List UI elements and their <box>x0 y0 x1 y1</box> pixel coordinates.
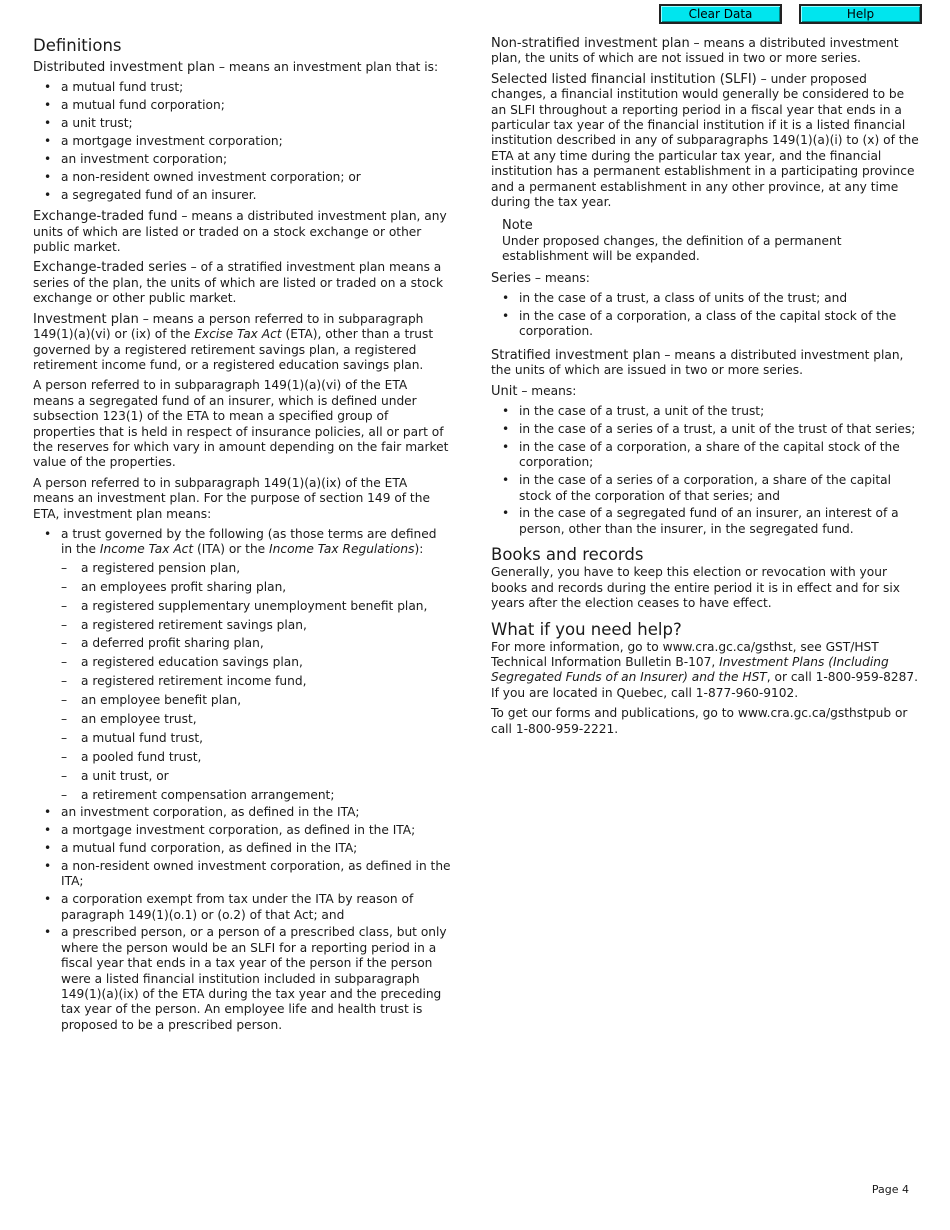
etf-def: – means a distributed investment plan, any units of which are listed or traded on a stock exchange or other public market. <box>33 209 447 255</box>
ip-term: Investment plan <box>33 311 139 327</box>
list-item-trust <box>33 527 451 803</box>
nsip-term: Non-stratified investment plan <box>491 36 690 51</box>
investment-plan-list <box>33 527 451 803</box>
list-item: • in the case of a series of a trust, a unit of the trust of that series; <box>491 422 919 437</box>
unit-def: – means: <box>517 383 577 398</box>
sub-list-item: – a registered retirement income fund, <box>61 674 451 689</box>
definitions-heading: Definitions <box>33 36 122 55</box>
note-text: Under proposed changes, the definition of a permanent establishment will be expanded. <box>502 233 842 264</box>
trust-itr: Income Tax Regulations <box>269 542 415 557</box>
sub-list-item: – an employee benefit plan, <box>61 693 451 708</box>
list-item: • a mortgage investment corporation, as defined in the ITA; <box>33 823 451 838</box>
help-heading: What if you need help? <box>491 619 682 639</box>
books-text: Generally, you have to keep this election or revocation with your books and records during the entire period it is in effect and for six years after the election ceases to have effect. <box>491 565 900 611</box>
list-item: • an investment corporation; <box>33 152 451 167</box>
list-item: • a prescribed person, or a person of a prescribed class, but only where the person would be an SLFI for a reporting period in a fiscal year that ends in a tax year of the person if the person were a listed financial institution included in subparagraph 149(1)(a)(ix) of the ETA during the tax year and the preceding tax year of the person. An employee life and health trust is proposed to be a prescribed person. <box>33 925 451 1033</box>
sub-list-item: – a registered education savings plan, <box>61 655 451 670</box>
ip-def-eta: Excise Tax Act <box>194 327 282 342</box>
ets-def: – of a stratified investment plan means a series of the plan, the units of which are listed or traded on a stock exchange or other public market. <box>33 260 444 306</box>
page-number: Page 4 <box>871 1183 909 1196</box>
ip-def-1: – means a person referred to in subparagraph 149(1)(a)(vi) or (ix) of the <box>33 311 424 342</box>
sub-list-item: – a pooled fund trust, <box>61 750 451 765</box>
list-item: • in the case of a trust, a class of units of the trust; and <box>491 291 919 306</box>
ets-term: Exchange-traded series <box>33 260 187 276</box>
series-term: Series <box>491 270 531 286</box>
dip-paragraph <box>33 60 451 75</box>
note-block <box>502 218 919 264</box>
list-item: • in the case of a corporation, a share of the capital stock of the corporation; <box>491 440 919 471</box>
series-def: – means: <box>530 270 590 285</box>
trust-ita: Income Tax Act <box>99 542 194 557</box>
bulletin-title: Investment Plans (Including Segregated Funds of an Insurer) and the HST <box>491 654 889 685</box>
list-item: • in the case of a trust, a unit of the trust; <box>491 404 919 419</box>
left-column <box>33 36 451 1039</box>
sip-paragraph <box>491 348 919 379</box>
gsthstpub-link[interactable]: www.cra.gc.ca/gsthstpub <box>737 706 892 721</box>
dip-def: – means an investment plan that is: <box>215 60 439 74</box>
list-item: • a corporation exempt from tax under the ITA by reason of paragraph 149(1)(o.1) or (o.2) of that Act; and <box>33 892 451 923</box>
sub-list-item: – an employees profit sharing plan, <box>61 580 451 595</box>
trust-pre: a trust governed by the following (as those terms are defined in the <box>61 526 437 557</box>
list-item: • a non-resident owned investment corporation; or <box>33 170 451 185</box>
sub-list-item: – a mutual fund trust, <box>61 731 451 746</box>
unit-list <box>491 404 919 537</box>
list-item: • a mutual fund corporation, as defined in the ITA; <box>33 841 451 856</box>
para-ix: A person referred to in subparagraph 149(1)(a)(ix) of the ETA means an investment plan. For the purpose of section 149 of the ETA, investment plan means: <box>33 475 430 521</box>
list-item: • in the case of a segregated fund of an insurer, an interest of a person, other than the insurer, in the segregated fund. <box>491 506 919 537</box>
list-item: • a mutual fund corporation; <box>33 98 451 113</box>
etf-term: Exchange-traded fund <box>33 209 178 225</box>
note-title: Note <box>502 218 533 234</box>
unit-paragraph <box>491 384 919 399</box>
gsthst-link[interactable]: www.cra.gc.ca/gsthst <box>662 639 793 654</box>
clear-data-button[interactable]: Clear Data <box>659 4 782 24</box>
sub-list-item: – a registered retirement savings plan, <box>61 618 451 633</box>
more-items-list <box>33 805 451 1033</box>
list-item: • a mortgage investment corporation; <box>33 134 451 149</box>
sip-def: – means a distributed investment plan, the units of which are issued in two or more series. <box>491 347 904 378</box>
series-paragraph <box>491 271 919 286</box>
slfi-def: – under proposed changes, a financial institution would generally be considered to be an SLFI throughout a reporting period in a fiscal year that ends in a particular tax year of the financial institution if it is a listed financial institution described in any of subparagraphs 149(1)(a)(i) to (x) of the ETA at any time during the particular tax year, and the financial institution has a permanent establishment in a participating province and a permanent establishment in any other province, at any time during the tax year. <box>491 71 919 210</box>
sip-term: Stratified investment plan <box>491 347 661 363</box>
list-item: • a non-resident owned investment corporation, as defined in the ITA; <box>33 859 451 890</box>
etf-paragraph <box>33 209 451 255</box>
help-text-2: , see GST/HST Technical Information Bulletin B-107, <box>491 639 879 669</box>
sub-list-item: – a retirement compensation arrangement; <box>61 788 451 803</box>
forms-text-2: or call 1-800-959-2221. <box>491 706 908 736</box>
dip-list <box>33 80 451 203</box>
unit-term: Unit <box>491 383 518 399</box>
series-list <box>491 291 919 340</box>
ets-paragraph <box>33 260 451 306</box>
slfi-paragraph <box>491 72 919 211</box>
nsip-def: – means a distributed investment plan, the units of which are not issued in two or more series. <box>491 36 899 66</box>
sub-list-item: – a registered pension plan, <box>61 561 451 576</box>
books-heading: Books and records <box>491 545 644 565</box>
help-paragraph <box>491 640 919 702</box>
dip-term: Distributed investment plan <box>33 60 216 75</box>
list-item: • an investment corporation, as defined in the ITA; <box>33 805 451 820</box>
ip-paragraph <box>33 312 451 374</box>
list-item: • a mutual fund trust; <box>33 80 451 95</box>
forms-paragraph <box>491 706 919 737</box>
sub-list-item: – a registered supplementary unemployment benefit plan, <box>61 599 451 614</box>
trust-mid: (ITA) or the <box>193 542 270 557</box>
sub-list-item: – an employee trust, <box>61 712 451 727</box>
list-item: • a unit trust; <box>33 116 451 131</box>
trust-sub-list <box>61 561 451 803</box>
forms-text-1: To get our forms and publications, go to <box>491 706 738 721</box>
list-item: • in the case of a series of a corporation, a share of the capital stock of the corporation of that series; and <box>491 473 919 504</box>
trust-post: ): <box>414 542 424 557</box>
para-vi: A person referred to in subparagraph 149(1)(a)(vi) of the ETA means a segregated fund of an insurer, which is defined under subsection 123(1) of the ETA to mean a specified group of properties that is held in respect of insurance policies, all or part of the reserves for which vary in amount depending on the fair market value of the properties. <box>33 378 449 470</box>
sub-list-item: – a deferred profit sharing plan, <box>61 636 451 651</box>
slfi-term: Selected listed financial institution (SLFI) <box>491 71 757 87</box>
help-text-3: , or call 1-800-959-8287. If you are located in Quebec, call 1-877-960-9102. <box>491 670 919 700</box>
list-item: • a segregated fund of an insurer. <box>33 188 451 203</box>
help-button[interactable]: Help <box>799 4 922 24</box>
help-text-1: For more information, go to <box>491 639 663 654</box>
sub-list-item: – a unit trust, or <box>61 769 451 784</box>
right-column <box>491 36 919 742</box>
list-item: • in the case of a corporation, a class of the capital stock of the corporation. <box>491 309 919 340</box>
ip-def-2: (ETA), other than a trust governed by a registered retirement savings plan, a registered retirement income fund, or a registered education savings plan. <box>33 327 434 372</box>
nsip-paragraph <box>491 36 919 67</box>
